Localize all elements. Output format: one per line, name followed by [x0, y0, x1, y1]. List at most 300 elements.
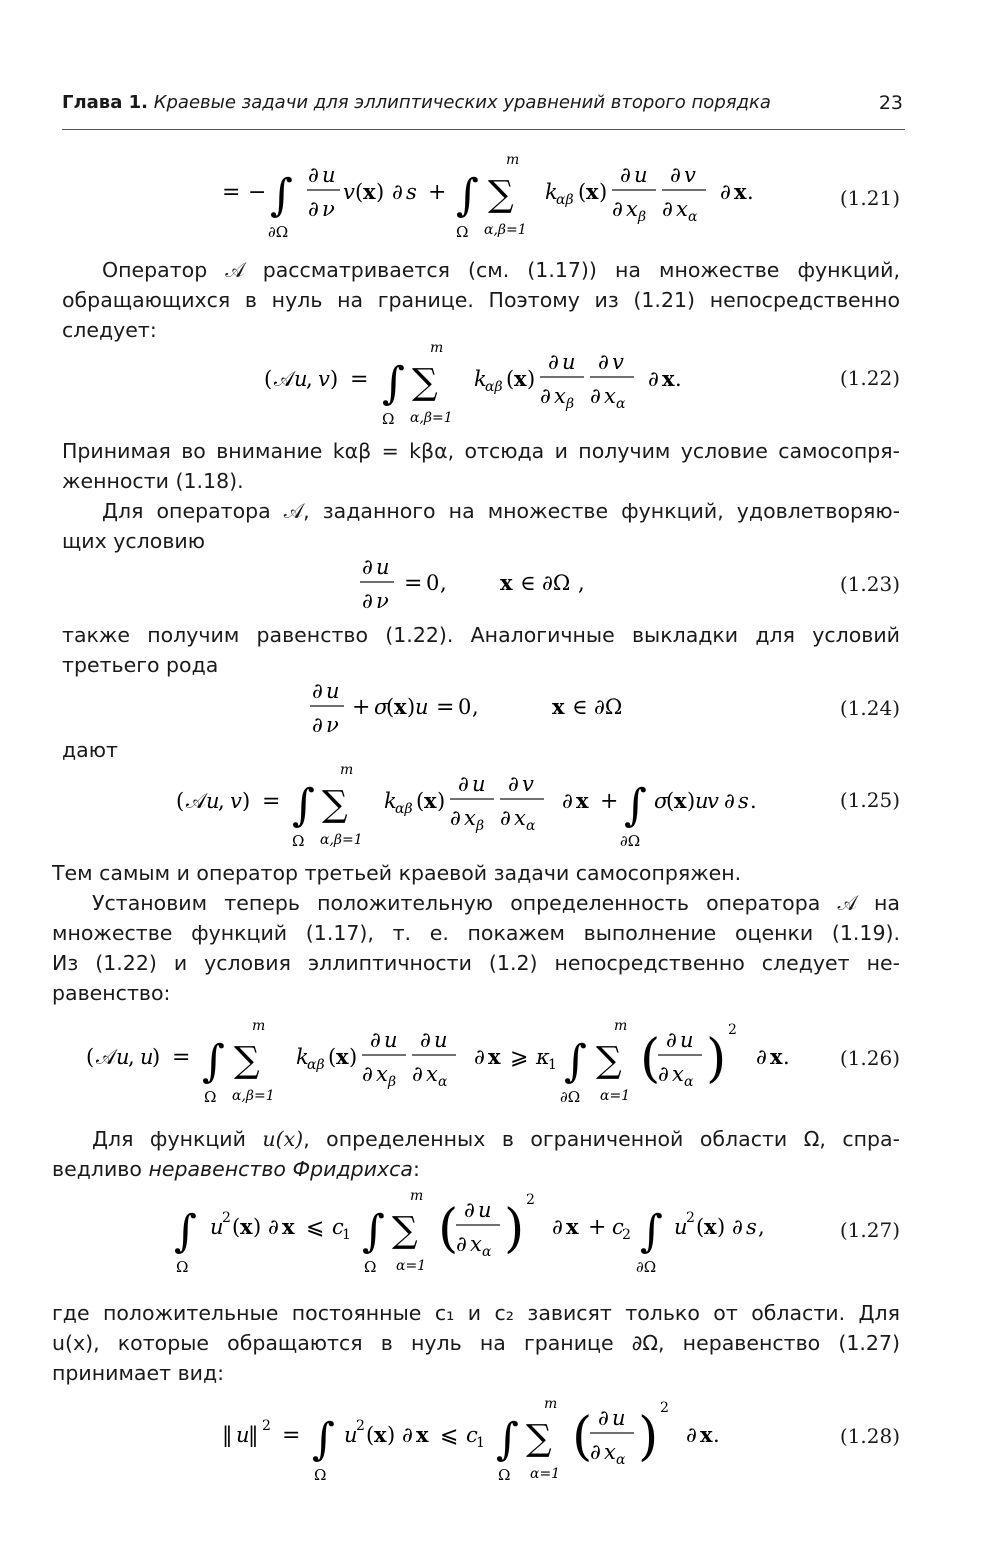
rparen: ): [437, 789, 446, 813]
equation-1-23-svg: [350, 552, 610, 616]
paragraph-7-line-4: равенство:: [52, 981, 171, 1005]
sum-sign: ∑: [488, 174, 514, 215]
square-exp: 2: [728, 1022, 737, 1038]
dx-d: ∂: [268, 1215, 279, 1239]
k-coef: k: [296, 1045, 309, 1069]
eq-number-1-24: (1.24): [839, 696, 900, 720]
boundary: ∂Ω: [542, 571, 571, 595]
eq-sign: =: [172, 1045, 191, 1070]
eq-sign: =: [262, 789, 281, 814]
dx-d: ∂: [474, 1045, 485, 1069]
eq-number-1-28: (1.28): [839, 1424, 900, 1448]
frac1-den-d: ∂: [362, 1062, 373, 1086]
int-subscript-2: Ω: [364, 1258, 377, 1276]
int-subscript-3: ∂Ω: [636, 1258, 657, 1276]
c2-sub: 2: [622, 1227, 631, 1243]
var-u-2: u: [344, 1423, 358, 1447]
int-subscript: Ω: [176, 1258, 189, 1276]
eq-number-1-27: (1.27): [839, 1218, 900, 1242]
leq-sign: ⩽: [440, 1423, 459, 1448]
paragraph-9-line-3: принимает вид:: [52, 1361, 225, 1385]
var-v: v: [230, 789, 242, 813]
paragraph-1-line-1: Оператор 𝒜 рассматривается (см. (1.17)) на множестве функций,: [102, 258, 900, 282]
equation-1-27-svg: [166, 1182, 806, 1282]
var-x-bold-2: x: [586, 179, 599, 204]
frac1-num-u: u: [472, 772, 486, 796]
paragraph-1-line-2: обращающихся в нуль на границе. Поэтому из (1.21) непосредственно: [62, 288, 900, 312]
lparen: (: [506, 367, 515, 391]
frac1-num-d: ∂: [548, 350, 559, 374]
eq-number-1-22: (1.22): [839, 366, 900, 390]
rparen-2: ): [717, 1215, 726, 1239]
frac2-num-v: v: [612, 350, 624, 374]
k-sub: αβ: [485, 379, 503, 395]
frac3-den-x: x: [676, 197, 688, 221]
frac-den-d: ∂: [590, 1440, 601, 1464]
rparen: ): [387, 1423, 396, 1447]
k-coef: k: [384, 789, 397, 813]
lparen: (: [386, 695, 395, 719]
frac-den-x: x: [604, 1440, 616, 1464]
frac-num-u: u: [478, 1198, 492, 1222]
big-lparen: (: [572, 1407, 593, 1467]
var-u-2: u: [140, 1045, 154, 1069]
frac2-den-x: x: [626, 197, 638, 221]
paragraph-4-line-1: также получим равенство (1.22). Аналогичные выкладки для условий: [62, 623, 900, 647]
dx2-d: ∂: [686, 1423, 697, 1447]
paragraph-3-line-1: Для оператора 𝒜, заданного на множестве функций, удовлетворяю-: [102, 499, 900, 523]
sum-upper: m: [430, 340, 444, 356]
leq-sign: ⩽: [306, 1215, 325, 1240]
comma: ,: [440, 571, 447, 595]
dx2-x: x: [770, 1044, 783, 1069]
running-header: [62, 92, 905, 132]
frac-den-d: ∂: [362, 589, 373, 613]
int-subscript-2: Ω: [498, 1466, 511, 1484]
equation-1-28: [216, 1388, 746, 1488]
period: .: [747, 180, 754, 204]
dx-x: x: [282, 1214, 295, 1239]
eq-sign: =: [350, 367, 369, 392]
sum-sign: ∑: [392, 1210, 418, 1251]
frac-den-d: ∂: [456, 1232, 467, 1256]
paragraph-8-line-1: [52, 1124, 900, 1154]
norm-square: 2: [262, 1418, 271, 1434]
frac2-den-d: ∂: [612, 197, 623, 221]
friedrichs-inequality-term: неравенство Фридрихса: [148, 1157, 413, 1181]
norm-right: ‖: [248, 1423, 259, 1447]
paragraph-2-line-1: Принимая во внимание kαβ = kβα, отсюда и получим условие самосопря-: [62, 439, 900, 463]
var-u: u: [116, 1045, 130, 1069]
sum-lower: α=1: [396, 1258, 427, 1274]
frac3-num-d: ∂: [670, 163, 681, 187]
equation-1-26-svg: [80, 1010, 810, 1110]
dx-x: x: [576, 788, 589, 813]
equation-1-24: [300, 676, 660, 740]
frac1-num-d: ∂: [458, 772, 469, 796]
big-rparen: ): [638, 1407, 659, 1467]
frac-den-nu: ν: [322, 197, 335, 221]
frac2-den-x: x: [426, 1062, 438, 1086]
var-u: u: [206, 789, 220, 813]
sum-upper: m: [506, 152, 520, 168]
dx-x: x: [734, 179, 747, 204]
paragraph-2: [62, 436, 900, 496]
integral-sign: ∫: [270, 170, 293, 221]
frac1-den-x: x: [376, 1062, 388, 1086]
integral-sign-2: ∫: [496, 1414, 519, 1465]
sum-lower: α,β=1: [410, 410, 453, 426]
geq-sign: ⩾: [510, 1045, 529, 1070]
integral-sign-3: ∫: [640, 1206, 663, 1257]
c1-sub: 1: [342, 1227, 351, 1243]
integral-sign-2: ∫: [456, 170, 479, 221]
integral-sign: ∫: [382, 358, 405, 409]
frac2-num-d: ∂: [420, 1028, 431, 1052]
paragraph-9-line-1: где положительные постоянные c₁ и c₂ зависят только от области. Для: [52, 1301, 900, 1325]
calA: 𝒜: [96, 1045, 116, 1069]
var-u: u: [210, 1215, 224, 1239]
int-subscript: ∂Ω: [268, 223, 289, 241]
paren-close: ): [330, 367, 339, 391]
eq-number-1-25: (1.25): [839, 788, 900, 812]
paragraph-8-math-ux: u(x): [262, 1127, 304, 1151]
equation-1-27: [166, 1182, 806, 1282]
dx-d: ∂: [648, 367, 659, 391]
equation-1-25: [170, 756, 790, 852]
paragraph-6: [52, 858, 900, 888]
rparen-2: ): [687, 789, 696, 813]
paren-close: ): [152, 1045, 161, 1069]
paragraph-9: [52, 1298, 900, 1388]
equation-1-26: [80, 1010, 810, 1110]
u-square: 2: [222, 1210, 231, 1226]
frac3-num-u: u: [680, 1028, 694, 1052]
frac1-den-x: x: [464, 806, 476, 830]
frac-den-sub: α: [616, 1452, 626, 1468]
paragraph-2-line-2: женности (1.18).: [62, 469, 244, 493]
lparen: (: [232, 1215, 241, 1239]
frac2-num-u: u: [634, 163, 648, 187]
eq-number-1-21: (1.21): [839, 186, 900, 210]
dx-d: ∂: [402, 1423, 413, 1447]
sum-lower: α,β=1: [232, 1088, 275, 1104]
big-lparen: (: [438, 1199, 459, 1259]
integral-sign-2: ∫: [564, 1036, 587, 1087]
c2: c: [612, 1215, 624, 1239]
paragraph-8-text-a: Для функций: [92, 1127, 263, 1151]
sum2-lower: α=1: [600, 1088, 631, 1104]
int-subscript: Ω: [314, 1466, 327, 1484]
frac-num-d: ∂: [312, 679, 323, 703]
plus-sign: +: [588, 1215, 607, 1240]
int-subscript-2: Ω: [456, 223, 469, 241]
kappa-sub: 1: [548, 1057, 557, 1073]
equation-1-21: [200, 146, 800, 242]
eq-number-1-26: (1.26): [839, 1046, 900, 1070]
header-left: [62, 92, 771, 113]
minus-sign: −: [248, 180, 267, 205]
int-subscript: Ω: [204, 1088, 217, 1106]
comma: ,: [758, 1215, 765, 1239]
sum-sign-2: ∑: [596, 1040, 622, 1081]
c1-sub: 1: [476, 1435, 485, 1451]
frac2-den-d: ∂: [500, 806, 511, 830]
u-square: 2: [356, 1418, 365, 1434]
sum-upper: m: [340, 762, 354, 778]
paragraph-7-line-1: Установим теперь положительную определенность оператора 𝒜 на: [92, 891, 900, 915]
ds-s: s: [746, 1215, 757, 1239]
frac1-num-d: ∂: [370, 1028, 381, 1052]
frac2-num-d: ∂: [508, 772, 519, 796]
period: .: [713, 1423, 720, 1447]
frac1-den-d: ∂: [540, 384, 551, 408]
frac3-den-sub: α: [688, 209, 698, 225]
paragraph-6-line-1: Тем самым и оператор третьей краевой задачи самосопряжен.: [52, 861, 742, 885]
frac1-den-sub: β: [566, 396, 575, 412]
var-x-bold: x: [374, 1422, 387, 1447]
var-u-2: u: [695, 789, 709, 813]
frac3-den-d: ∂: [658, 1062, 669, 1086]
frac3-den-d: ∂: [662, 197, 673, 221]
period: .: [750, 789, 757, 813]
frac-num-u: u: [322, 163, 336, 187]
frac2-den-sub: α: [438, 1074, 448, 1090]
equation-1-24-svg: [300, 676, 660, 740]
var-x-bold: x: [514, 366, 527, 391]
frac-num-d: ∂: [308, 163, 319, 187]
comma-2: ,: [578, 571, 585, 595]
int-subscript: Ω: [292, 832, 305, 850]
eq-sign: =: [404, 571, 423, 596]
var-u: u: [294, 367, 308, 391]
paragraph-8: [52, 1124, 900, 1184]
paren-close: ): [242, 789, 251, 813]
sum-sign: ∑: [234, 1040, 260, 1081]
paragraph-8-text-d: :: [412, 1157, 420, 1181]
calA: 𝒜: [186, 789, 206, 813]
sum-sign: ∑: [412, 362, 438, 403]
header-rule: [62, 129, 905, 130]
frac1-num-u: u: [384, 1028, 398, 1052]
paragraph-7-line-2: множестве функций (1.17), т. е. покажем выполнение оценки (1.19).: [52, 921, 900, 945]
square-exp: 2: [526, 1192, 535, 1208]
frac-num-u: u: [612, 1406, 626, 1430]
rparen-2: ): [599, 180, 608, 204]
in-sign: ∈: [572, 695, 588, 719]
plus-sign: +: [428, 180, 447, 205]
equation-1-22: [258, 336, 718, 432]
equation-1-23: [350, 552, 610, 616]
dx-d: ∂: [562, 789, 573, 813]
dx2-x: x: [566, 1214, 579, 1239]
paragraph-8-text-b: , определенных в ограниченной области Ω, спра-: [303, 1127, 900, 1151]
frac1-den-x: x: [554, 384, 566, 408]
dx-x: x: [416, 1422, 429, 1447]
rparen: ): [527, 367, 536, 391]
equation-1-25-svg: [170, 756, 790, 852]
var-x-bold: x: [363, 179, 376, 204]
eq-sign: =: [222, 180, 241, 205]
frac1-den-sub: β: [388, 1074, 397, 1090]
boundary: ∂Ω: [594, 695, 623, 719]
sigma: σ: [654, 789, 669, 813]
sum-upper: m: [544, 1396, 558, 1412]
paragraph-1-line-3: следует:: [62, 318, 157, 342]
kappa: κ: [536, 1045, 550, 1069]
lparen: (: [328, 1045, 337, 1069]
rparen: ): [407, 695, 416, 719]
s-letter: s: [406, 180, 417, 204]
dx2-d: ∂: [552, 1215, 563, 1239]
frac2-den-d: ∂: [412, 1062, 423, 1086]
var-u-2: u: [674, 1215, 688, 1239]
ds-d: ∂: [724, 789, 735, 813]
comma: ,: [218, 789, 225, 813]
var-x-bold: x: [240, 1214, 253, 1239]
integral-sign: ∫: [174, 1206, 197, 1257]
frac-den-d: ∂: [308, 197, 319, 221]
comma: ,: [472, 695, 479, 719]
dx-d: ∂: [720, 180, 731, 204]
frac-den-d: ∂: [312, 713, 323, 737]
frac-num-u: u: [376, 555, 390, 579]
integral-sign-2: ∫: [624, 780, 647, 831]
sum-upper: m: [252, 1018, 266, 1034]
equation-1-22-svg: [258, 336, 718, 432]
dx2-x: x: [700, 1422, 713, 1447]
frac2-den-x: x: [514, 806, 526, 830]
c1: c: [466, 1423, 478, 1447]
frac-den-nu: ν: [376, 589, 389, 613]
frac-den-nu: ν: [326, 713, 339, 737]
in-sign: ∈: [520, 571, 536, 595]
plus-sign: +: [352, 695, 371, 720]
zero: 0: [458, 695, 472, 719]
var-x-bold: x: [424, 788, 437, 813]
frac2-num-u: u: [434, 1028, 448, 1052]
k-coef: k: [545, 180, 558, 204]
big-rparen: ): [504, 1199, 525, 1259]
frac2-den-sub: α: [616, 396, 626, 412]
rparen: ): [253, 1215, 262, 1239]
integral-sign: ∫: [202, 1036, 225, 1087]
frac-num-u: u: [326, 679, 340, 703]
dx-x: x: [662, 366, 675, 391]
int-subscript: Ω: [382, 410, 395, 428]
frac2-den-d: ∂: [590, 384, 601, 408]
frac2-num-v: v: [522, 772, 534, 796]
comma: ,: [306, 367, 313, 391]
sum-sign: ∑: [322, 784, 348, 825]
var-x-bold: x: [394, 694, 407, 719]
zero: 0: [426, 571, 440, 595]
frac1-num-u: u: [562, 350, 576, 374]
paragraph-7-line-3: Из (1.22) и условия эллиптичности (1.2) непосредственно следует не-: [52, 951, 900, 975]
chapter-label: Глава 1.: [62, 92, 148, 113]
paragraph-1: [62, 255, 900, 345]
chapter-title: Краевые задачи для эллиптических уравнений второго порядка: [153, 92, 771, 113]
sum-sign: ∑: [526, 1418, 552, 1459]
k-coef: k: [474, 367, 487, 391]
paragraph-3: [62, 496, 900, 556]
frac3-num-d: ∂: [666, 1028, 677, 1052]
paragraph-7: [52, 888, 900, 1008]
paren-open: (: [86, 1045, 95, 1069]
var-v: v: [343, 180, 355, 204]
lparen-2: (: [666, 789, 675, 813]
dx2-d: ∂: [756, 1045, 767, 1069]
sum-upper: m: [410, 1188, 424, 1204]
k-sub: αβ: [556, 192, 574, 208]
lparen: (: [355, 180, 364, 204]
frac2-den-sub: α: [526, 818, 536, 834]
sum-lower: α=1: [530, 1466, 561, 1482]
int-subscript-2: ∂Ω: [560, 1088, 581, 1106]
frac2-den-sub: β: [638, 209, 647, 225]
frac3-den-x: x: [672, 1062, 684, 1086]
k-sub: αβ: [395, 801, 413, 817]
paragraph-4: [62, 620, 900, 680]
period: .: [783, 1045, 790, 1069]
k-sub: αβ: [307, 1057, 325, 1073]
equation-1-28-svg: [216, 1388, 746, 1488]
paragraph-9-line-2: u(x), которые обращаются в нуль на границе ∂Ω, неравенство (1.27): [52, 1331, 900, 1355]
equation-1-21-svg: [200, 146, 800, 242]
frac1-den-sub: β: [476, 818, 485, 834]
period: .: [675, 367, 682, 391]
big-lparen: (: [640, 1029, 661, 1089]
rparen: ): [349, 1045, 358, 1069]
paragraph-8-line-2: [52, 1154, 900, 1184]
paragraph-5-line-1: дают: [62, 738, 118, 762]
var-x-bold: x: [500, 570, 513, 595]
c1: c: [332, 1215, 344, 1239]
d-letter: ∂: [392, 180, 403, 204]
paragraph-8-text-c: ведливо: [52, 1157, 149, 1181]
integral-sign: ∫: [312, 1414, 335, 1465]
eq-sign: =: [282, 1423, 301, 1448]
eq-sign: =: [436, 695, 455, 720]
big-rparen: ): [706, 1029, 727, 1089]
ds-d: ∂: [732, 1215, 743, 1239]
calA: 𝒜: [274, 367, 294, 391]
sum2-upper: m: [614, 1018, 628, 1034]
norm-left: ‖: [222, 1423, 233, 1447]
sum-lower: α,β=1: [484, 222, 527, 238]
frac-den-x: x: [470, 1232, 482, 1256]
frac3-num-v: v: [684, 163, 696, 187]
lparen: (: [416, 789, 425, 813]
rparen: ): [376, 180, 385, 204]
paragraph-4-line-2: третьего рода: [62, 653, 219, 677]
var-x-bold-2: x: [674, 788, 687, 813]
frac2-num-d: ∂: [620, 163, 631, 187]
var-v-2: v: [707, 789, 719, 813]
var-x-bold-2: x: [552, 694, 565, 719]
lparen: (: [366, 1423, 375, 1447]
frac1-den-d: ∂: [450, 806, 461, 830]
frac-num-d: ∂: [464, 1198, 475, 1222]
ds-s: s: [738, 789, 749, 813]
frac-num-d: ∂: [598, 1406, 609, 1430]
var-u: u: [415, 695, 429, 719]
dx-x: x: [488, 1044, 501, 1069]
plus-sign: +: [600, 789, 619, 814]
eq-number-1-23: (1.23): [839, 572, 900, 596]
frac3-den-sub: α: [684, 1074, 694, 1090]
frac2-num-d: ∂: [598, 350, 609, 374]
